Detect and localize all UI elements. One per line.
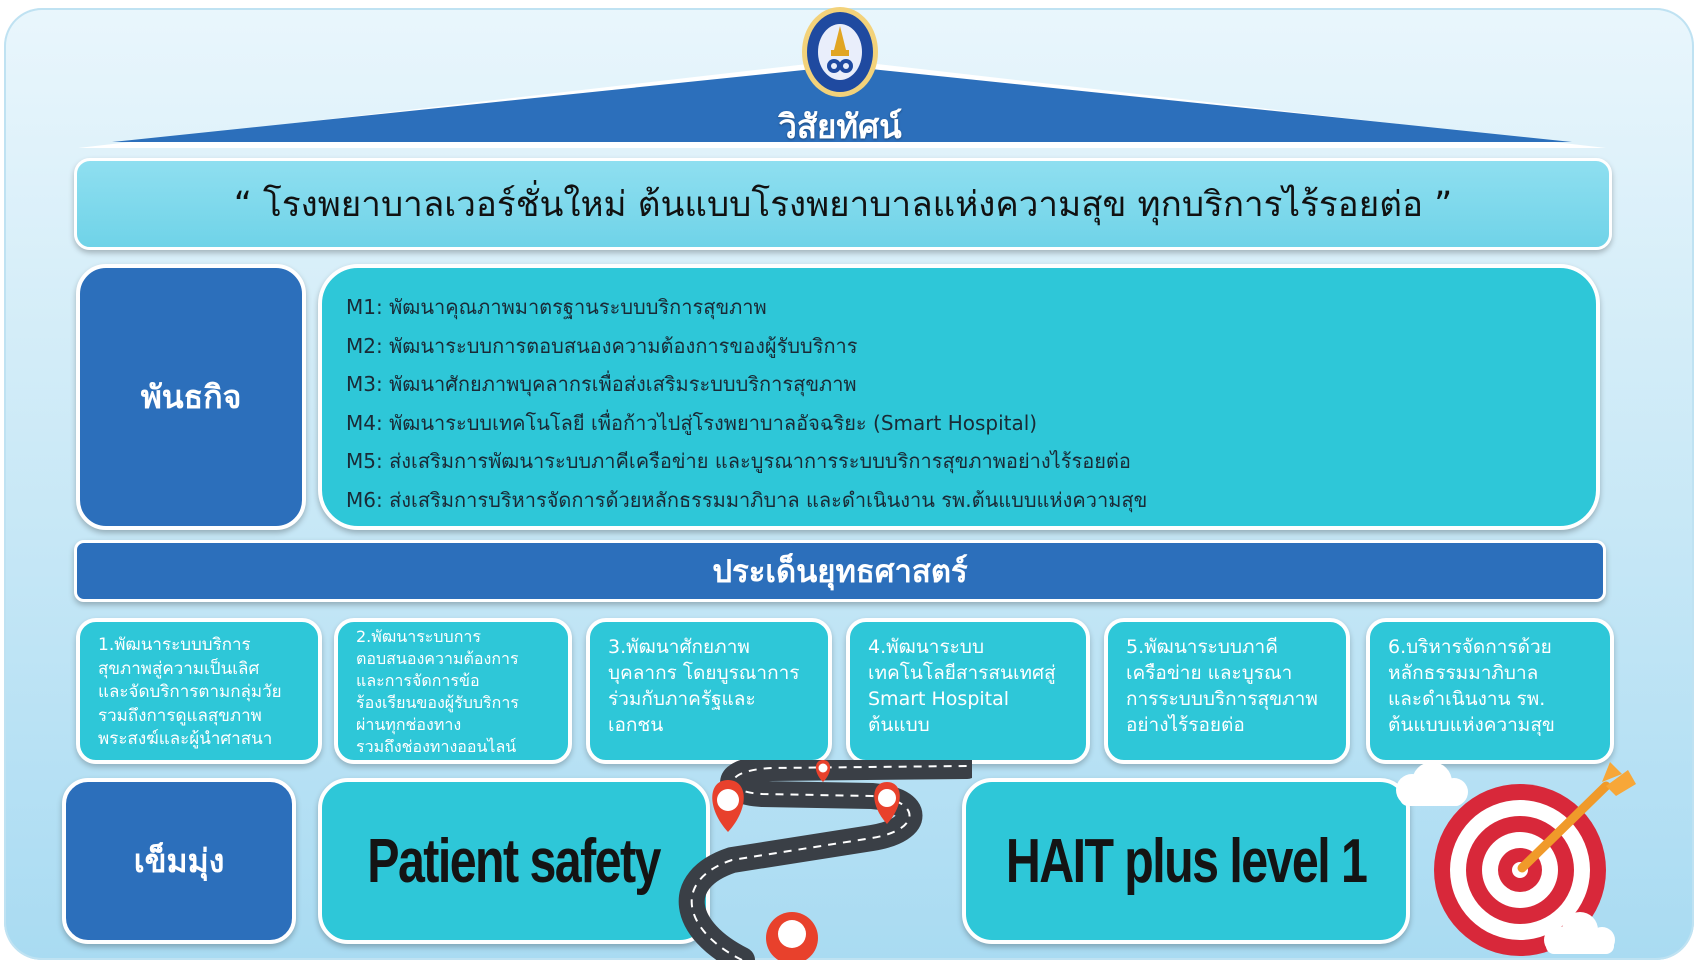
strategic-issue-3-text: 3.พัฒนาศักยภาพ บุคลากร โดยบูรณาการ ร่วมกับภาครัฐและ เอกชน bbox=[608, 636, 800, 736]
strategic-issue-1 bbox=[76, 618, 322, 764]
vision-title: วิสัยทัศน์ bbox=[778, 107, 902, 146]
goal-hait-box bbox=[962, 778, 1410, 944]
mission-item-m5: M5: ส่งเสริมการพัฒนาระบบภาคีเครือข่าย และบูรณาการระบบบริการสุขภาพอย่างไร้รอยต่อ bbox=[346, 449, 1131, 474]
mission-item-m2: M2: พัฒนาระบบการตอบสนองความต้องการของผู้รับบริการ bbox=[346, 333, 858, 358]
road-map-illustration bbox=[672, 760, 972, 960]
strategic-issue-5 bbox=[1104, 618, 1350, 764]
goal-label: เข็มมุ่ง bbox=[62, 778, 296, 944]
strategic-issue-2 bbox=[334, 618, 572, 764]
strategy-title-bar: ประเด็นยุทธศาสตร์ bbox=[74, 540, 1606, 602]
vision-statement-box bbox=[74, 158, 1612, 250]
strategic-issue-6 bbox=[1366, 618, 1614, 764]
strategic-issue-4-text: 4.พัฒนาระบบ เทคโนโลยีสารสนเทศสู่ Smart Hospital ต้นแบบ bbox=[868, 636, 1056, 736]
target-dart-icon bbox=[1370, 760, 1670, 960]
vision-statement: “ โรงพยาบาลเวอร์ชั่นใหม่ ต้นแบบโรงพยาบาลแห่งความสุข ทุกบริการไร้รอยต่อ ” bbox=[233, 184, 1453, 225]
strategic-issue-5-text: 5.พัฒนาระบบภาคี เครือข่าย และบูรณา การระบบบริการสุขภาพ อย่างไร้รอยต่อ bbox=[1126, 636, 1318, 736]
mission-item-m3: M3: พัฒนาศักยภาพบุคลากรเพื่อส่งเสริมระบบบริการสุขภาพ bbox=[346, 372, 857, 397]
strategic-issue-3 bbox=[586, 618, 832, 764]
cloud-icon bbox=[1396, 762, 1468, 806]
strategic-issue-1-text: 1.พัฒนาระบบบริการ สุขภาพสู่ความเป็นเลิศ และจัดบริการตามกลุ่มวัย รวมถึงการดูแลสุขภาพ พระสงฆ์และผู้นำศาสนา bbox=[98, 635, 282, 749]
goal-hait-plus-level-1: HAIT plus level 1 bbox=[1005, 826, 1367, 896]
mission-list bbox=[318, 264, 1600, 530]
mission-item-m1: M1: พัฒนาคุณภาพมาตรฐานระบบบริการสุขภาพ bbox=[346, 295, 767, 319]
mission-item-m4: M4: พัฒนาระบบเทคโนโลยี เพื่อก้าวไปสู่โรงพยาบาลอัจฉริยะ (Smart Hospital) bbox=[346, 410, 1038, 435]
mission-label: พันธกิจ bbox=[76, 264, 306, 530]
hospital-logo-emblem bbox=[800, 4, 880, 100]
goal-patient-safety: Patient safety bbox=[367, 826, 661, 896]
goal-patient-safety-box bbox=[318, 778, 710, 944]
map-pin-icon bbox=[766, 912, 818, 960]
mission-item-m6: M6: ส่งเสริมการบริหารจัดการด้วยหลักธรรมมาภิบาล และดำเนินงาน รพ.ต้นแบบแห่งความสุข bbox=[346, 487, 1148, 512]
strategic-issue-4 bbox=[846, 618, 1090, 764]
strategic-issue-6-text: 6.บริหารจัดการด้วย หลักธรรมมาภิบาล และดำเนินงาน รพ. ต้นแบบแห่งความสุข bbox=[1388, 636, 1555, 736]
strategic-issue-2-text: 2.พัฒนาระบบการ ตอบสนองความต้องการ และการจัดการข้อ ร้องเรียนของผู้รับบริการ ผ่านทุกช่องทาง รวมถึงช่องทางออนไลน์ bbox=[356, 627, 519, 756]
